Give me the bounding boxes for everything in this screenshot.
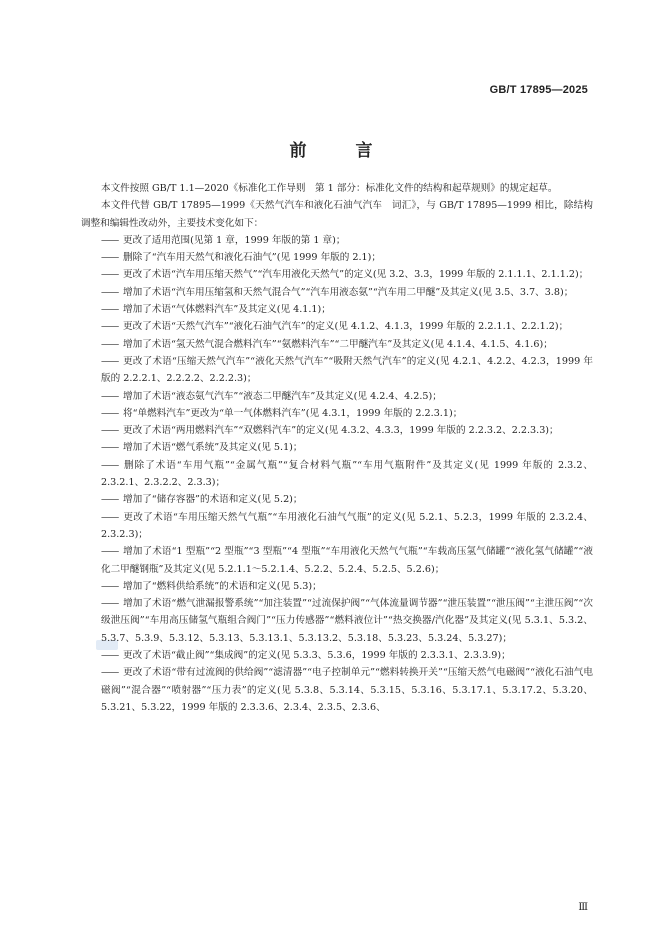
change-text: 更改了术语“汽车用压缩天然气”“汽车用液化天然气”的定义(见 3.2、3.3，1999 年版的 2.1.1.1、2.1.1.2)； xyxy=(123,269,589,281)
change-text: 更改了术语“带有过流阀的供给阀”“滤清器”“电子控制单元”“燃料转换开关”“压缩天然气电磁阀”“液化石油气电磁阀”“混合器”“喷射器”“压力表”的定义(见 5.3.8、5.3.14、5.3.15、5.3.16、5.3.17.1、5.3.17.2、5.3.20、5.3.21、5.3.22，1999 年版的 2.3.3.6、2.3.4、2.3.5、2.3.6、 xyxy=(101,667,593,713)
page-title: 前 言 xyxy=(289,141,389,161)
list-dash: —— xyxy=(101,598,119,610)
page-number: Ⅲ xyxy=(578,902,588,913)
change-list-item xyxy=(81,405,593,422)
change-list-item xyxy=(81,664,593,716)
change-text: 更改了适用范围(见第 1 章，1999 年版的第 1 章)； xyxy=(123,234,346,246)
change-list-item xyxy=(81,647,593,664)
change-text: 增加了术语“汽车用压缩氢和天然气混合气”“汽车用液态氨”“汽车用二甲醚”及其定义(见 3.5、3.7、3.8)； xyxy=(123,286,574,298)
list-dash: —— xyxy=(101,667,119,679)
change-list-item xyxy=(81,578,593,595)
list-dash: —— xyxy=(101,425,119,437)
change-text: 增加了“燃料供给系统”的术语和定义(见 5.3)； xyxy=(123,580,322,592)
list-dash: —— xyxy=(101,355,119,367)
list-dash: —— xyxy=(101,407,119,419)
change-text: 更改了术语“两用燃料汽车”“双燃料汽车”的定义(见 4.3.2、4.3.3，1999 年版的 2.2.3.2、2.2.3.3)； xyxy=(123,425,559,437)
change-list-item xyxy=(81,266,593,283)
list-dash: —— xyxy=(101,650,119,662)
list-dash: —— xyxy=(101,286,119,298)
list-dash: —— xyxy=(101,442,119,454)
change-list-item xyxy=(81,457,593,492)
change-text: 更改了术语“车用压缩天然气气瓶”“车用液化石油气气瓶”的定义(见 5.2.1、5.2.3，1999 年版的 2.3.2.4、2.3.2.3)； xyxy=(101,511,593,540)
change-list-item xyxy=(81,301,593,318)
change-list-item xyxy=(81,388,593,405)
list-dash: —— xyxy=(101,269,119,281)
change-text: 将“单燃料汽车”更改为“单一气体燃料汽车”(见 4.3.1，1999 年版的 2.2.3.1)； xyxy=(123,407,463,419)
change-text: 增加了术语“氢天然气混合燃料汽车”“氨燃料汽车”“二甲醚汽车”及其定义(见 4.1.4、4.1.5、4.1.6)； xyxy=(123,338,553,350)
change-list xyxy=(81,232,593,716)
list-dash: —— xyxy=(101,390,119,402)
list-dash: —— xyxy=(101,459,119,471)
change-list-item xyxy=(81,543,593,578)
list-dash: —— xyxy=(101,304,119,316)
list-dash: —— xyxy=(101,546,119,558)
change-text: 更改了术语“天然气汽车”“液化石油气汽车”的定义(见 4.1.2、4.1.3，1999 年版的 2.2.1.1、2.2.1.2)； xyxy=(123,321,569,333)
list-dash: —— xyxy=(101,252,119,264)
change-list-item xyxy=(81,509,593,544)
change-text: 增加了术语“气体燃料汽车”及其定义(见 4.1.1)； xyxy=(123,304,331,316)
change-list-item xyxy=(81,318,593,335)
change-text: 增加了术语“1 型瓶”“2 型瓶”“3 型瓶”“4 型瓶”“车用液化天然气气瓶”“车载高压氢气储罐”“液化氢气储罐”“液化二甲醚钢瓶”及其定义(见 5.2.1.1～5.2.1.4、5.2.2、5.2.4、5.2.5、5.2.6)； xyxy=(101,546,593,575)
list-dash: —— xyxy=(101,580,119,592)
list-dash: —— xyxy=(101,494,119,506)
standard-code: GB/T 17895—2025 xyxy=(489,84,588,96)
document-body xyxy=(81,180,593,716)
change-list-item xyxy=(81,284,593,301)
change-list-item xyxy=(81,249,593,266)
list-dash: —— xyxy=(101,234,119,246)
change-text: 更改了术语“截止阀”“集成阀”的定义(见 5.3.3、5.3.6，1999 年版的 2.3.3.1、2.3.3.9)； xyxy=(123,650,511,662)
change-list-item xyxy=(81,491,593,508)
change-text: 删除了“汽车用天然气和液化石油气”(见 1999 年版的 2.1)； xyxy=(123,252,381,264)
change-text: 增加了术语“液态氨气汽车”“液态二甲醚汽车”及其定义(见 4.2.4、4.2.5)； xyxy=(123,390,442,402)
change-list-item xyxy=(81,595,593,647)
change-text: 删除了术语“车用气瓶”“金属气瓶”“复合材料气瓶”“车用气瓶附件”及其定义(见 1999 年版的 2.3.2、2.3.2.1、2.3.2.2、2.3.3)； xyxy=(101,459,593,489)
change-list-item xyxy=(81,232,593,249)
change-text: 增加了“储存容器”的术语和定义(见 5.2)； xyxy=(123,494,303,506)
change-text: 增加了术语“燃气系统”及其定义(见 5.1)； xyxy=(123,442,303,454)
intro-paragraph: 本文件代替 GB/T 17895—1999《天然气汽车和液化石油气汽车 词汇》，与 GB/T 17895—1999 相比，除结构调整和编辑性改动外，主要技术变化如下： xyxy=(81,200,593,229)
list-dash: —— xyxy=(101,511,119,523)
list-dash: —— xyxy=(101,321,119,333)
change-list-item xyxy=(81,336,593,353)
change-text: 更改了术语“压缩天然气汽车”“液化天然气汽车”“吸附天然气汽车”的定义(见 4.2.1、4.2.2、4.2.3，1999 年版的 2.2.2.1、2.2.2.2、2.2.2.3)； xyxy=(101,355,593,385)
intro-paragraph: 本文件按照 GB/T 1.1—2020《标准化工作导则 第 1 部分：标准化文件的结构和起草规则》的规定起草。 xyxy=(101,183,558,194)
change-list-item xyxy=(81,439,593,456)
list-dash: —— xyxy=(101,338,119,350)
change-text: 增加了术语“燃气泄漏报警系统”“加注装置”“过流保护阀”“气体流量调节器”“泄压装置”“泄压阀”“主泄压阀”“次级泄压阀”“车用高压储氢气瓶组合阀门”“压力传感器”“燃料液位计”“热交换器/汽化器”及其定义(见 5.3.1、5.3.2、5.3.7、5.3.9、5.3.12、5.3.13、5.3.13.1、5.3.13.2、5.3.18、5.3.23、5.3.24、5.3.27)； xyxy=(101,598,593,644)
change-list-item xyxy=(81,353,593,388)
change-list-item xyxy=(81,422,593,439)
